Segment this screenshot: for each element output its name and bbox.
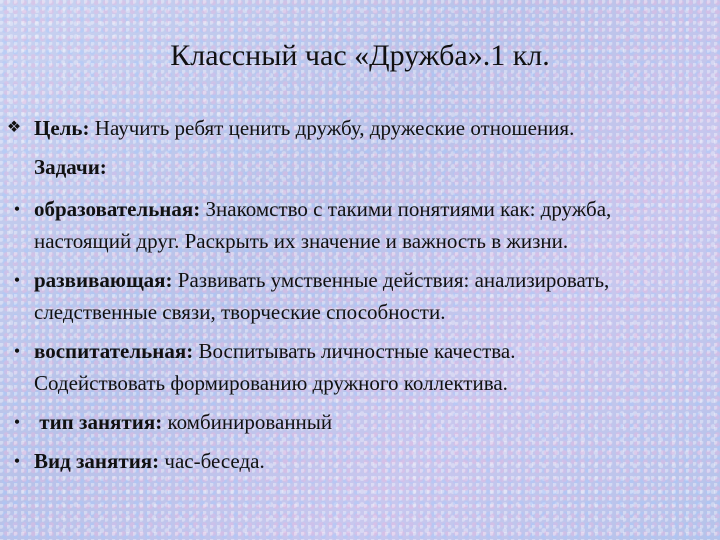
item-text-continued: следственные связи, творческие способности. [34,300,446,324]
item-text: Развивать умственные действия: анализировать, [172,268,610,292]
diamond-bullet-icon: ❖ [6,119,22,136]
page-title: Классный час «Дружба».1 кл. [170,39,550,72]
item-text-continued: настоящий друг. Раскрыть их значение и важность в жизни. [34,229,569,253]
list-item [0,264,720,328]
list-item [0,335,720,399]
goal-item [0,112,720,144]
item-text: комбинированный [162,410,333,434]
item-label: развивающая: [34,268,173,292]
item-text: Знакомство с такими понятиями как: дружба, [200,197,612,221]
bullet-icon: • [13,451,21,471]
list-item [0,445,720,477]
item-label: воспитательная: [34,339,194,363]
bullet-icon: • [13,412,21,432]
goal-text: Научить ребят ценить дружбу, дружеские отношения. [89,116,575,140]
tasks-heading: Задачи: [34,155,107,179]
list-item [0,406,720,438]
bullet-icon: • [13,199,21,219]
item-text-continued: Содействовать формированию дружного коллектива. [34,371,508,395]
item-text: час-беседа. [159,449,265,473]
item-label: тип занятия: [34,410,163,434]
goal-label: Цель: [34,116,90,140]
slide-content [0,112,720,484]
bullet-icon: • [13,270,21,290]
item-label: Вид занятия: [34,449,160,473]
item-text: Воспитывать личностные качества. [193,339,516,363]
item-label: образовательная: [34,197,201,221]
list-item [0,193,720,257]
bullet-icon: • [13,341,21,361]
